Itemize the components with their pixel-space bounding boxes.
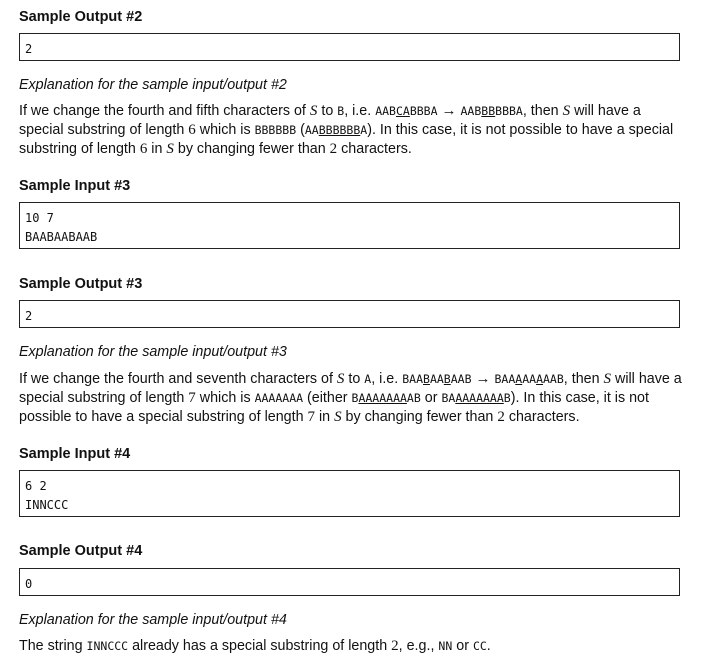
explanation-2-text: If we change the fourth and fifth characters of S to B, i.e. AABCABBBA → AABBBBBBA, then S will have a special substring of length 6 which is BBBBBB (AABBBBBBA). In this case, it is not possible to have a special substring of length 6 in S by changing fewer than 2 characters.: [19, 103, 674, 157]
sample-output-3-box: [19, 300, 680, 328]
explanation-3-text: If we change the fourth and seventh characters of S to A, i.e. BAABAABAAB → BAAAAAAAAB, then S will have a special substring of length 7 which is AAAAAAA (either BAAAAAAAAB or BAAAAAAAAB). In this case, it is not possible to have a special substring of length 7 in S by changing fewer than 2 characters.: [19, 371, 682, 425]
sample-output-2-box: [19, 33, 680, 61]
string-after-3: BAAAAAAAAB: [494, 372, 564, 386]
sample-input-4-line2: INNCCC: [25, 498, 69, 512]
sample-input-3-line2: BAABAABAAB: [25, 230, 98, 244]
explanation-4-heading: Explanation for the sample input/output #4: [19, 612, 287, 628]
sample-input-4-heading: Sample Input #4: [19, 446, 131, 462]
string-before-3: BAABAABAAB: [402, 372, 472, 386]
sample-output-2-heading: Sample Output #2: [19, 9, 143, 25]
arrow-icon: →: [475, 371, 491, 387]
sample-output-3-value: 2: [25, 309, 33, 323]
string-before-2: AABCABBBA: [375, 104, 438, 118]
sample-input-4-line1: 6 2: [25, 479, 47, 493]
sample-input-3-heading: Sample Input #3: [19, 178, 131, 194]
sample-input-3-line1: 10 7: [25, 211, 54, 225]
explanation-3-heading: Explanation for the sample input/output #3: [19, 344, 287, 360]
sample-output-4-value: 0: [25, 577, 33, 591]
string-after-2: AABBBBBBA: [460, 104, 523, 118]
sample-output-4-heading: Sample Output #4: [19, 543, 143, 559]
sample-input-3-box: [19, 202, 680, 249]
explanation-4-text: The string INNCCC already has a special substring of length 2, e.g., NN or CC.: [19, 638, 491, 654]
arrow-icon: →: [441, 103, 457, 119]
sample-output-3-heading: Sample Output #3: [19, 276, 143, 292]
sample-output-2-value: 2: [25, 42, 33, 56]
explanation-2-heading: Explanation for the sample input/output #2: [19, 77, 287, 93]
sample-input-4-box: [19, 470, 680, 517]
sample-output-4-box: [19, 568, 680, 596]
